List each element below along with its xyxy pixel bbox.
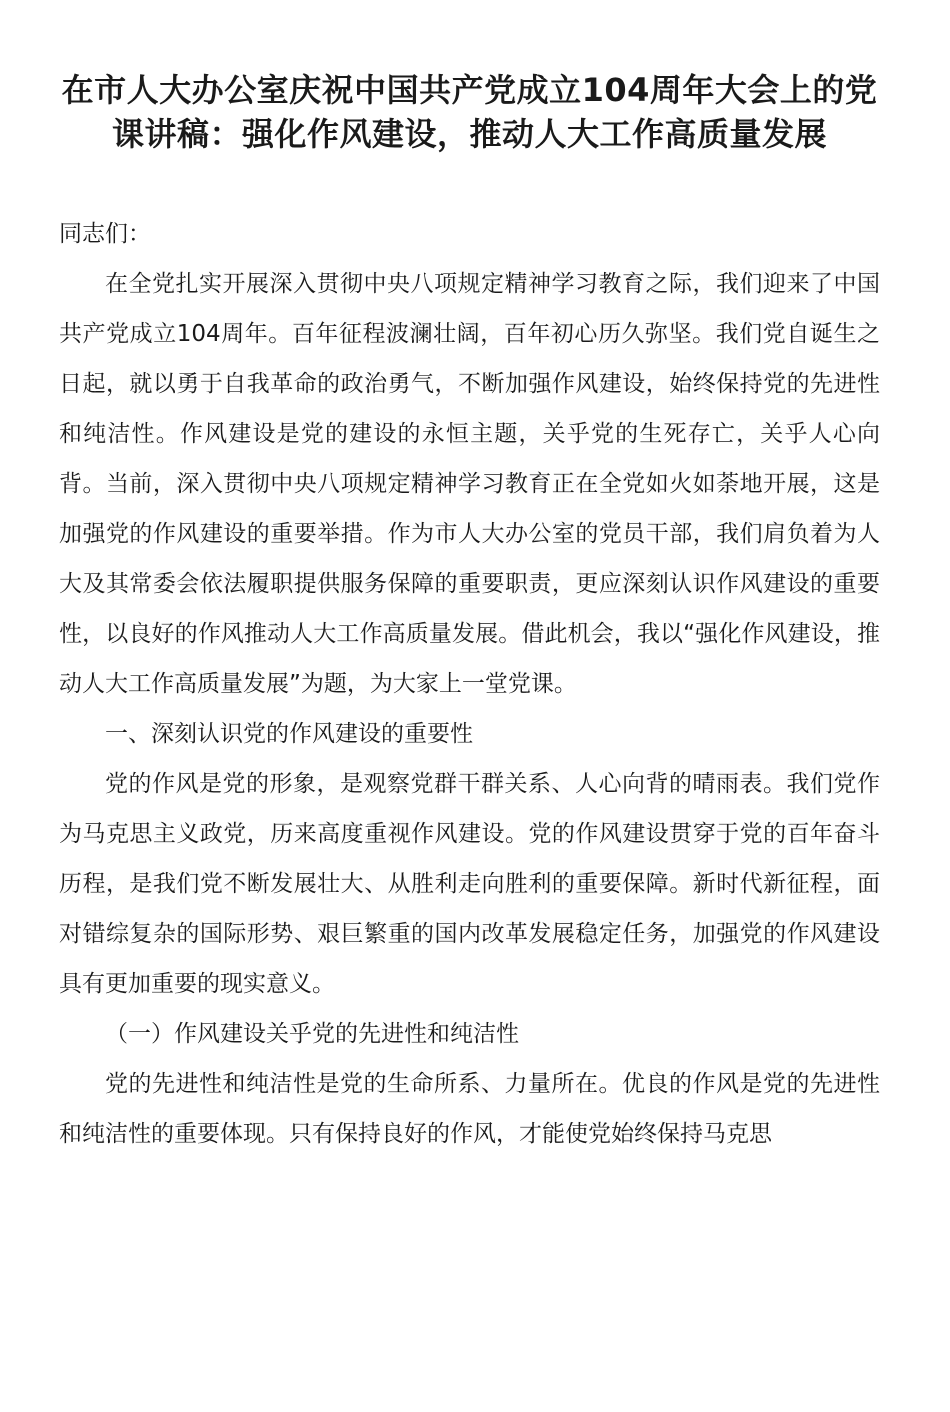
document-body: [59, 209, 880, 1159]
document-title: 在市人大办公室庆祝中国共产党成立104周年大会上的党课讲稿：强化作风建设，推动人大工作高质量发展: [61, 71, 878, 153]
document-page: [0, 68, 950, 1412]
subsection-heading-1: （一）作风建设关乎党的先进性和纯洁性: [105, 1021, 519, 1047]
paragraph-section-1: 党的作风是党的形象，是观察党群干群关系、人心向背的晴雨表。我们党作为马克思主义政党，历来高度重视作风建设。党的作风建设贯穿于党的百年奋斗历程，是我们党不断发展壮大、从胜利走向胜利的重要保障。新时代新征程，面对错综复杂的国际形势、艰巨繁重的国内改革发展稳定任务，加强党的作风建设具有更加重要的现实意义。: [59, 771, 880, 997]
paragraph-intro: 在全党扎实开展深入贯彻中央八项规定精神学习教育之际，我们迎来了中国共产党成立104周年。百年征程波澜壮阔，百年初心历久弥坚。我们党自诞生之日起，就以勇于自我革命的政治勇气，不断加强作风建设，始终保持党的先进性和纯洁性。作风建设是党的建设的永恒主题，关乎党的生死存亡，关乎人心向背。当前，深入贯彻中央八项规定精神学习教育正在全党如火如荼地开展，这是加强党的作风建设的重要举措。作为市人大办公室的党员干部，我们肩负着为人大及其常委会依法履职提供服务保障的重要职责，更应深刻认识作风建设的重要性，以良好的作风推动人大工作高质量发展。借此机会，我以“强化作风建设，推动人大工作高质量发展”为题，为大家上一堂党课。: [59, 271, 880, 697]
paragraph-subsection-1: 党的先进性和纯洁性是党的生命所系、力量所在。优良的作风是党的先进性和纯洁性的重要体现。只有保持良好的作风，才能使党始终保持马克思: [59, 1071, 880, 1147]
salutation: 同志们：: [59, 221, 151, 247]
section-heading-1: 一、深刻认识党的作风建设的重要性: [105, 721, 473, 747]
